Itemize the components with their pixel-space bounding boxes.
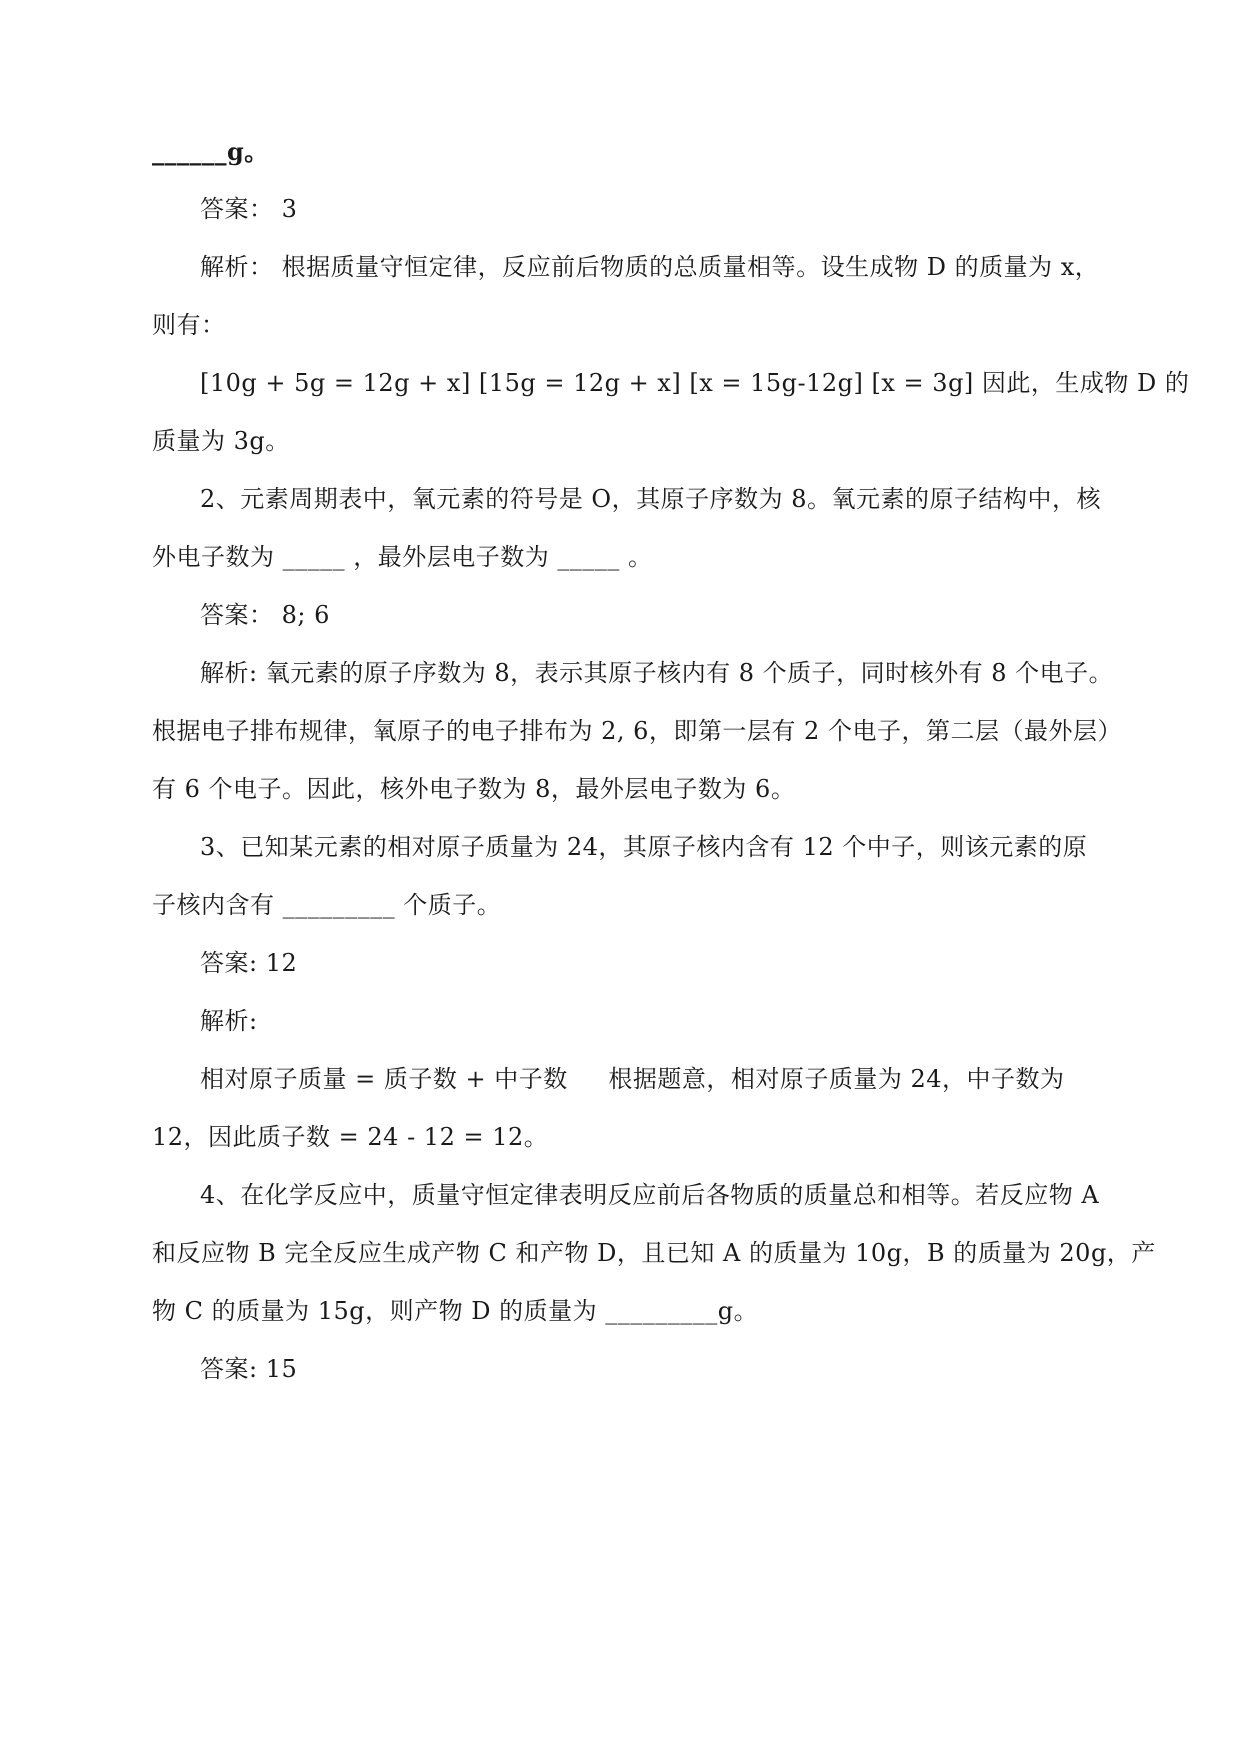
explanation-line: 12，因此质子数 = 24 - 12 = 12。: [152, 1123, 549, 1151]
answer-line: 答案: 12: [200, 949, 298, 977]
explanation-line: 解析： 根据质量守恒定律，反应前后物质的总质量相等。设生成物 D 的质量为 x，: [200, 253, 1100, 281]
explanation-line: 相对原子质量 = 质子数 + 中子数 根据题意，相对原子质量为 24，中子数为: [200, 1065, 1065, 1093]
question-4-cont: 和反应物 B 完全反应生成产物 C 和产物 D，且已知 A 的质量为 10g，B 的质量为 20g，产: [152, 1239, 1156, 1267]
previous-question-tail: ______g。: [152, 137, 269, 166]
answer-line: 答案： 3: [200, 195, 298, 223]
explanation-line: 有 6 个电子。因此，核外电子数为 8，最外层电子数为 6。: [152, 775, 796, 803]
question-4-cont: 物 C 的质量为 15g，则产物 D 的质量为 _________g。: [152, 1297, 759, 1325]
question-2-cont: 外电子数为 _____ ，最外层电子数为 _____ 。: [152, 543, 653, 571]
question-3: 3、已知某元素的相对原子质量为 24，其原子核内含有 12 个中子，则该元素的原: [200, 833, 1088, 861]
explanation-label: 解析:: [200, 1007, 258, 1035]
question-4: 4、在化学反应中，质量守恒定律表明反应前后各物质的质量总和相等。若反应物 A: [200, 1181, 1100, 1209]
explanation-line: 质量为 3g。: [152, 427, 290, 455]
explanation-line: 根据电子排布规律，氧原子的电子排布为 2, 6，即第一层有 2 个电子，第二层（最外层）: [152, 717, 1122, 745]
explanation-line: 则有：: [152, 311, 226, 339]
question-3-cont: 子核内含有 _________ 个质子。: [152, 891, 502, 919]
answer-line: 答案: 15: [200, 1355, 298, 1383]
equation-line: [10g + 5g = 12g + x] [15g = 12g + x] [x = 15g-12g] [x = 3g] 因此，生成物 D 的: [200, 369, 1190, 397]
explanation-line: 解析: 氧元素的原子序数为 8，表示其原子核内有 8 个质子，同时核外有 8 个电子。: [200, 659, 1114, 687]
question-2: 2、元素周期表中，氧元素的符号是 O，其原子序数为 8。氧元素的原子结构中，核: [200, 485, 1101, 513]
answer-line: 答案： 8; 6: [200, 601, 330, 629]
